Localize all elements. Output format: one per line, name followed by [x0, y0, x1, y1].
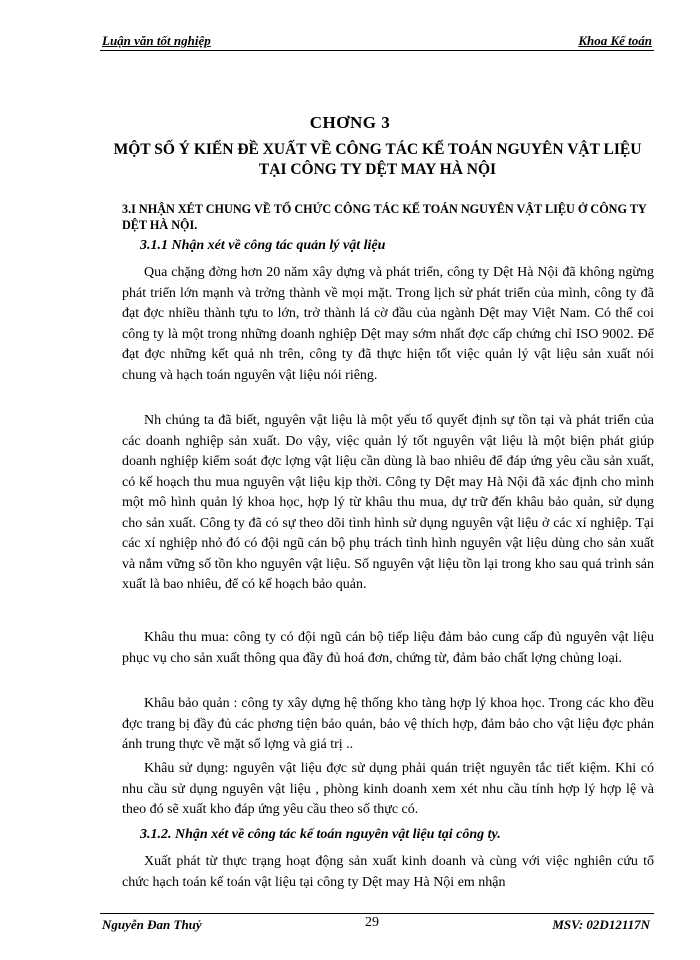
paragraph-1: Qua chặng đờng hơn 20 năm xây dựng và phát triển, công ty Dệt Hà Nội đã không ngừng phát triển lớn mạnh và trởng thành về mọi mặt. Trong lịch sử phát triển của mình, công ty đã đạt đợc nhiều thành tựu to lớn, trở thành lá cờ đầu của ngành Dệt may Việt Nam. Có thể coi công ty là một trong những doanh nghiệp Dệt may sớm nhất đợc cấp chứng chỉ ISO 9002. Để đạt đợc những kết quả nh trên, công ty đã thực hiện tốt việc quản lý vật liệu sản xuất nói chung và hạch toán nguyên vật liệu nói riêng. [122, 265, 654, 383]
chapter-title: MỘT SỐ Ý KIẾN ĐỀ XUẤT VỀ CÔNG TÁC KẾ TOÁN NGUYÊN VẬT LIỆU TẠI CÔNG TY DỆT MAY HÀ NỘI [113, 141, 642, 178]
paragraph-5: Khâu sử dụng: nguyên vật liệu đợc sử dụng phải quán triệt nguyên tắc tiết kiệm. Khi có nhu cầu sử dụng nguyên vật liệu , phòng kinh doanh xem xét nhu cầu tính hợp lý hợp lệ và theo đó sẽ xuất kho đáp ứng yêu cầu theo số thực có. [122, 761, 654, 817]
header-department-label: Khoa Kế toán [578, 33, 652, 48]
paragraph-6: Xuất phát từ thực trạng hoạt động sản xuất kinh doanh và cùng với việc nghiên cứu tổ chức hạch toán kế toán vật liệu tại công ty Dệt may Hà Nội em nhận [122, 854, 654, 890]
page-header [100, 30, 654, 51]
footer-author: Nguyễn Đan Thuỷ [102, 917, 202, 932]
paragraph-2: Nh chúng ta đã biết, nguyên vật liệu là một yếu tố quyết định sự tồn tại và phát triển của các doanh nghiệp sản xuất. Do vậy, việc quản lý tốt nguyên vật liệu là một biện phát giúp doanh nghiệp kiểm soát đợc lợng vật liệu cần dùng là bao nhiêu để đáp ứng yêu cầu sản xuất, có kế hoạch thu mua nguyên vật liệu kịp thời. Công ty Dệt may Hà Nội đã xác định cho mình một mô hình quản lý khoa học, hợp lý từ khâu thu mua, dự trữ đến khâu bảo quản, sử dụng cho sản xuất. Công ty đã có sự theo dõi tình hình sử dụng nguyên vật liệu ở các xí nghiệp. Tại các xí nghiệp nhỏ đó có đội ngũ cán bộ phụ trách tình hình nguyên vật liệu dùng cho sản xuất và nắm vững số tồn kho nguyên vật liệu. Số nguyên vật liệu tồn lại trong kho sau quá trình sản xuất là bao nhiêu, để có kế hoạch bảo quản. [122, 413, 654, 592]
page-number: 29 [365, 915, 379, 930]
subsection-heading-1: 3.1.1 Nhận xét về công tác quản lý vật liệu [140, 238, 386, 253]
header-thesis-label: Luận văn tốt nghiệp [102, 33, 211, 48]
paragraph-3: Khâu thu mua: công ty có đội ngũ cán bộ tiếp liệu đảm bảo cung cấp đủ nguyên vật liệu phục vụ cho sản xuất thông qua đầy đủ hoá đơn, chứng từ, đảm bảo chất lợng chủng loại. [122, 630, 654, 666]
page-footer [100, 913, 654, 932]
footer-student-id: MSV: 02D12117N [552, 917, 650, 932]
paragraph-4: Khâu bảo quản : công ty xây dựng hệ thống kho tàng hợp lý khoa học. Trong các kho đều đợc trang bị đầy đủ các phơng tiện bảo quản, bảo vệ thích hợp, đảm bảo cho vật liệu đợc phản ánh trung thực về mặt số lợng và giá trị .. [122, 696, 654, 752]
subsection-heading-2: 3.1.2. Nhận xét về công tác kế toán nguyên vật liệu tại công ty. [140, 827, 501, 842]
section-heading: 3.I NHẬN XÉT CHUNG VỀ TỔ CHỨC CÔNG TÁC KẾ TOÁN NGUYÊN VẬT LIỆU Ở CÔNG TY DỆT HÀ NỘI. [122, 202, 647, 232]
chapter-number: CHƠNG 3 [309, 113, 391, 132]
